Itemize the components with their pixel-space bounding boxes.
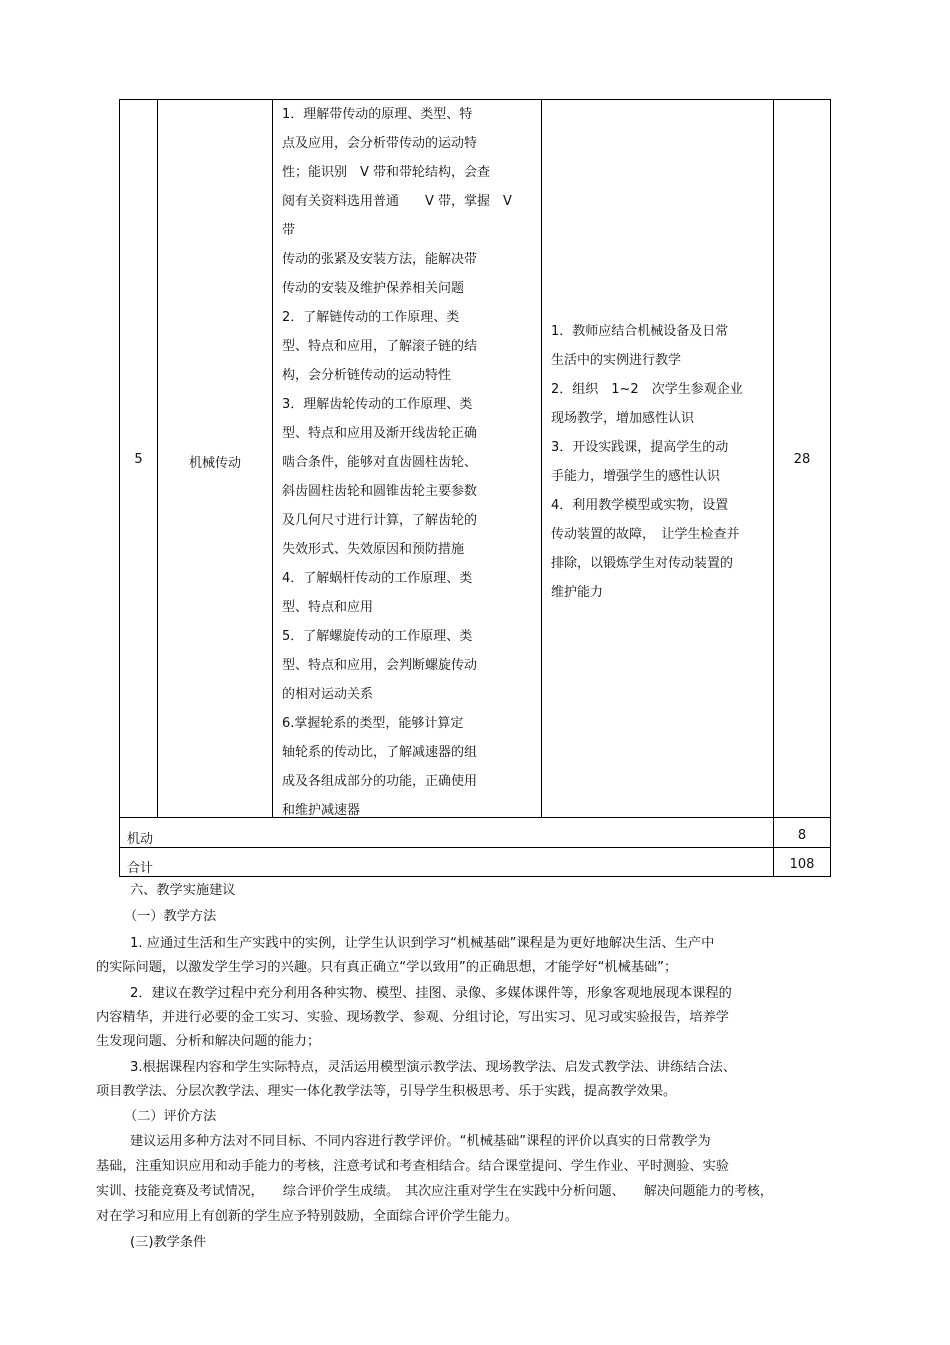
content-line: 的相对运动关系: [282, 687, 374, 702]
table-border-col2: [272, 99, 273, 818]
total-hours: 108: [789, 857, 815, 872]
suggestion-line: 4．利用教学模型或实物，设置: [551, 498, 729, 513]
content-line: 成及各组成部分的功能，正确使用: [282, 774, 478, 789]
subsection-teaching-methods: （一）教学方法: [124, 909, 217, 924]
paragraph-4-line: 建议运用多种方法对不同目标、不同内容进行教学评价。“机械基础”课程的评价以真实的日常教学为: [130, 1134, 711, 1149]
content-line: 4．了解蜗杆传动的工作原理、类: [282, 571, 473, 586]
paragraph-4-line: 对在学习和应用上有创新的学生应予特别鼓励，全面综合评价学生能力。: [96, 1209, 518, 1224]
content-line: 传动的安装及维护保养相关问题: [282, 281, 465, 296]
content-line: 型、特点和应用，了解滚子链的结: [282, 339, 478, 354]
suggestion-line: 手能力，增强学生的感性认识: [551, 469, 721, 484]
content-line: 和维护减速器: [282, 803, 361, 818]
content-line: 3．理解齿轮传动的工作原理、类: [282, 397, 473, 412]
table-border-col3: [541, 99, 542, 818]
content-line: 型、特点和应用: [282, 600, 374, 615]
teaching-suggestions: [551, 317, 771, 607]
content-line: 传动的张紧及安装方法，能解决带: [282, 252, 478, 267]
content-line: 啮合条件，能够对直齿圆柱齿轮、: [282, 455, 478, 470]
paragraph-3-line: 3.根据课程内容和学生实际特点，灵活运用模型演示教学法、现场教学法、启发式教学法、讲练结合法、: [130, 1060, 737, 1075]
suggestion-line: 排除，以锻炼学生对传动装置的: [551, 556, 734, 571]
teaching-content: [282, 100, 540, 825]
suggestion-line: 现场教学，增加感性认识: [551, 411, 695, 426]
suggestion-line: 生活中的实例进行教学: [551, 353, 682, 368]
paragraph-1-line: 的实际问题，以激发学生学习的兴趣。只有真正确立“学以致用”的正确思想，才能学好“机械基础”；: [96, 960, 678, 975]
subsection-teaching-conditions: (三)教学条件: [130, 1235, 207, 1250]
content-line: 阅有关资料选用普通 V 带，掌握 V: [282, 194, 512, 209]
content-line: 1．理解带传动的原理、类型、特: [282, 107, 473, 122]
paragraph-3-line: 项目教学法、分层次教学法、理实一体化教学法等，引导学生积极思考、乐于实践，提高教学效果。: [96, 1084, 677, 1099]
subsection-evaluation: （二）评价方法: [124, 1109, 217, 1124]
content-line: 带: [282, 223, 296, 238]
suggestion-line: 维护能力: [551, 585, 604, 600]
content-line: 及几何尺寸进行计算，了解齿轮的: [282, 513, 478, 528]
content-line: 斜齿圆柱齿轮和圆锥齿轮主要参数: [282, 484, 478, 499]
table-border-flex-bottom: [119, 847, 831, 848]
row-hours: 28: [793, 452, 811, 467]
content-line: 失效形式、失效原因和预防措施: [282, 542, 465, 557]
content-line: 6.掌握轮系的类型，能够计算定: [282, 716, 464, 731]
table-border-left: [119, 99, 120, 877]
flex-label: 机动: [127, 832, 154, 847]
content-line: 性；能识别 V 带和带轮结构，会查: [282, 165, 491, 180]
table-border-col4: [773, 99, 774, 877]
content-line: 5．了解螺旋传动的工作原理、类: [282, 629, 473, 644]
suggestion-line: 3．开设实践课，提高学生的动: [551, 440, 729, 455]
table-border-bottom: [119, 876, 831, 877]
section-title: 六、教学实施建议: [130, 883, 236, 898]
content-line: 型、特点和应用，会判断螺旋传动: [282, 658, 478, 673]
suggestion-line: 传动装置的故障， 让学生检查并: [551, 527, 740, 542]
table-border-right: [830, 99, 831, 877]
paragraph-2-line: 生发现问题、分析和解决问题的能力；: [96, 1034, 321, 1049]
paragraph-4-line: 基础，注重知识应用和动手能力的考核，注意考试和考查相结合。结合课堂提问、学生作业、平时测验、实验: [96, 1159, 729, 1174]
content-line: 点及应用，会分析带传动的运动特: [282, 136, 478, 151]
paragraph-2-line: 内容精华，并进行必要的金工实习、实验、现场教学、参观、分组讨论，写出实习、见习或实验报告，培养学: [96, 1010, 729, 1025]
suggestion-line: 2．组织 1~2 次学生参观企业: [551, 382, 743, 397]
content-line: 构，会分析链传动的运动特性: [282, 368, 452, 383]
paragraph-4-line: 实训、技能竞赛及考试情况， 综合评价学生成绩。 其次应注重对学生在实践中分析问题、 解决问题能力的考核，: [96, 1184, 773, 1199]
paragraph-2-line: 2．建议在教学过程中充分利用各种实物、模型、挂图、录像、多媒体课件等，形象客观地展现本课程的: [130, 986, 732, 1001]
content-line: 型、特点和应用及渐开线齿轮正确: [282, 426, 478, 441]
total-label: 合计: [127, 861, 154, 876]
paragraph-1-line: 1. 应通过生活和生产实践中的实例，让学生认识到学习“机械基础”课程是为更好地解决生活、生产中: [130, 936, 715, 951]
suggestion-line: 1．教师应结合机械设备及日常: [551, 324, 729, 339]
row-number: 5: [134, 452, 143, 467]
content-line: 轴轮系的传动比，了解减速器的组: [282, 745, 478, 760]
flex-hours: 8: [797, 828, 807, 843]
content-line: 2．了解链传动的工作原理、类: [282, 310, 460, 325]
row-topic: 机械传动: [188, 456, 241, 471]
